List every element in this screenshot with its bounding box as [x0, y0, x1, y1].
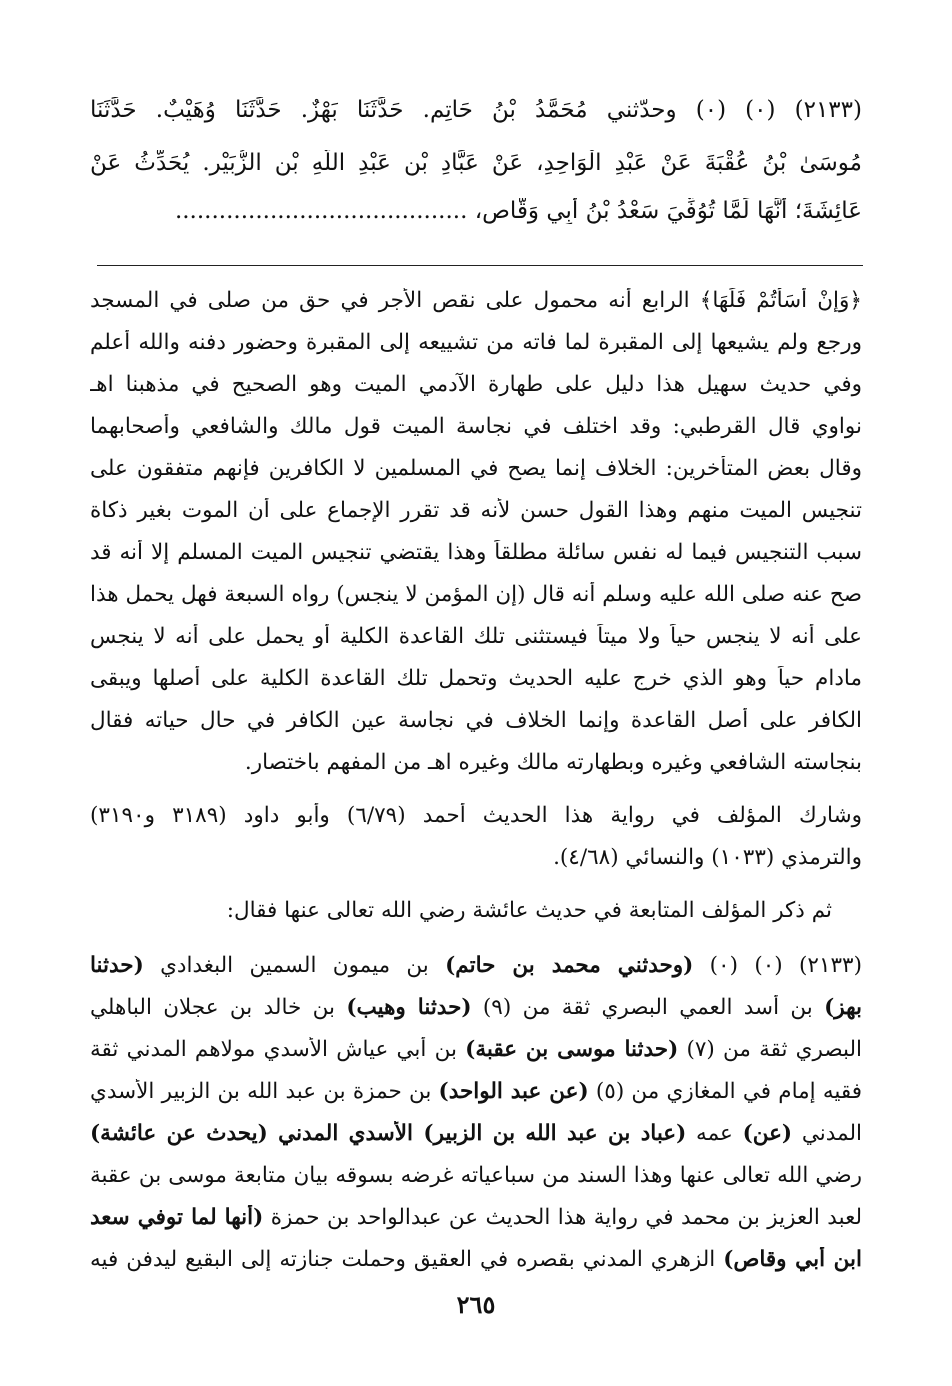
chain-bold: (عن عبد الواحد) — [438, 1079, 589, 1104]
chain-text: رضي الله تعالى عنها وهذا السند من سباعياته غرضه بسوقه بيان متابعة موسى بن عقبة — [90, 1163, 862, 1188]
commentary-line: الكافر على أصل القاعدة وإنما الخلاف في نجاسة عين الكافر في حال حياته فقال — [90, 708, 862, 733]
commentary-line: وقال بعض المتأخرين: الخلاف إنما يصح في المسلمين لا الكافرين فإنهم متفقون على — [90, 456, 862, 481]
chain-line — [90, 995, 862, 1020]
commentary-line: سبب التنجيس فيما له نفس سائلة مطلقاً وهذا يقتضي تنجيس الميت المسلم إلا أنه قد — [90, 540, 862, 565]
hadith-line-text: عَائِشَةَ؛ أَنَّهَا لَمَّا تُوُفِّيَ سَعْدُ بْنُ أَبِي وَقَّاصٍ، — [474, 198, 862, 224]
chain-bold: (وحدثني محمد بن حاتم) — [445, 953, 694, 978]
chain-text: (٢١٣٣) (٠) (٠) — [693, 953, 862, 978]
page-number: ٢٦٥ — [456, 1290, 496, 1319]
chain-bold: ابن أبي وقاص) — [723, 1247, 862, 1272]
sharing-note-line: وشارك المؤلف في رواية هذا الحديث أحمد (٦/٧٩) وأبو داود (٣١٨٩ و٣١٩٠) — [90, 803, 862, 828]
chain-bold: الأسدي المدني (يحدث عن عائشة) — [90, 1121, 424, 1146]
commentary-line: مادام حياً وهو الذي خرج عليه الحديث وتحمل تلك القاعدة الكلية على أصلها ويبقى — [90, 666, 862, 691]
hadith-line: مُوسَىٰ بْنُ عُقْبَةَ عَنْ عَبْدِ الْوَاحِدِ، عَنْ عَبَّادِ بْنِ عَبْدِ اللَّهِ بْنِ الزُّبَيْرِ. يُحَدِّثُ عَنْ — [90, 150, 862, 176]
chain-text: بن ميمون السمين البغدادي — [143, 953, 446, 978]
chain-text: بن أسد العمي البصري ثقة من (٩) — [471, 995, 825, 1020]
chain-bold: (عن) — [742, 1121, 793, 1146]
chain-line — [90, 953, 862, 978]
chain-text: الزهري المدني بقصره في العقيق وحملت جنازته إلى البقيع ليدفن فيه — [90, 1247, 724, 1272]
chain-text: بن حمزة بن عبد الله بن الزبير الأسدي — [90, 1079, 439, 1104]
chain-text: البصري ثقة من (٧) — [678, 1037, 862, 1062]
chain-text: لعبد العزيز بن محمد في رواية هذا الحديث عن عبدالواحد بن حمزة — [263, 1205, 862, 1230]
chain-text: بن خالد بن عجلان الباهلي — [90, 995, 347, 1020]
sharing-note-line: والترمذي (١٠٣٣) والنسائي (٤/٦٨). — [553, 845, 862, 870]
commentary-line: بنجاسته الشافعي وغيره وبطهارته مالك وغيره اهـ من المفهم باختصار. — [244, 750, 862, 775]
chain-line — [90, 1079, 862, 1104]
commentary-line: تنجيس الميت منهم وهذا القول حسن لأنه قد تقرر الإجماع على أن الموت بغير ذكاة — [90, 498, 862, 523]
section-intro: ثم ذكر المؤلف المتابعة في حديث عائشة رضي الله تعالى عنها فقال: — [226, 898, 832, 923]
chain-text: عمه — [686, 1121, 743, 1146]
chain-line — [90, 1163, 862, 1188]
ellipsis-dots: ........................................ — [174, 198, 468, 224]
commentary-line: ورجع ولم يشيعها إلى المقبرة لما فاته من تشييعه إلى المقبرة وحضور دفنه والله أعلم — [90, 330, 862, 355]
chain-bold: (حدثنا — [90, 953, 144, 978]
chain-text: بن أبي عياش الأسدي مولاهم المدني ثقة — [90, 1037, 466, 1062]
chain-line — [90, 1037, 862, 1062]
commentary-line: وفي حديث سهيل هذا دليل على طهارة الآدمي الميت وهو الصحيح في مذهبنا اهـ — [90, 372, 862, 397]
commentary-line: صح عنه صلى الله عليه وسلم أنه قال (إن المؤمن لا ينجس) رواه السبعة فهل يحمل هذا — [90, 582, 862, 607]
chain-line — [90, 1205, 862, 1230]
chain-bold: (حدثنا موسى بن عقبة) — [465, 1037, 679, 1062]
hadith-line: (٢١٣٣) (٠) (٠) وحدّثني مُحَمَّدُ بْنُ حَاتِمٍ. حَدَّثَنَا بَهْزٌ. حَدَّثَنَا وُهَيْبٌ. حَدَّثَنَا — [90, 97, 862, 123]
chain-bold: (حدثنا وهيب) — [346, 995, 472, 1020]
chain-line — [90, 1121, 862, 1146]
commentary-line: على أنه لا ينجس حياً ولا ميتاً فيستثنى تلك القاعدة الكلية أو يحمل على أنه لا ينجس — [90, 624, 862, 649]
commentary-line: ﴿وَإِنْ أَسَأْتُمْ فَلَهَا﴾ الرابع أنه محمول على نقص الأجر في حق من صلى في المسجد — [90, 288, 862, 313]
chain-bold: (عباد بن عبد الله بن الزبير) — [423, 1121, 687, 1146]
chain-bold: (أنها لما توفي سعد — [90, 1205, 264, 1230]
commentary-line: نواوي قال القرطبي: وقد اختلف في نجاسة الميت قول مالك والشافعي وأصحابهما — [90, 414, 862, 439]
separator-rule — [97, 265, 863, 266]
chain-line — [90, 1247, 862, 1272]
hadith-line — [90, 198, 862, 224]
chain-bold: بهز) — [824, 995, 862, 1020]
chain-text: فقيه إمام في المغازي من (٥) — [588, 1079, 862, 1104]
chain-text: المدني — [792, 1121, 862, 1146]
